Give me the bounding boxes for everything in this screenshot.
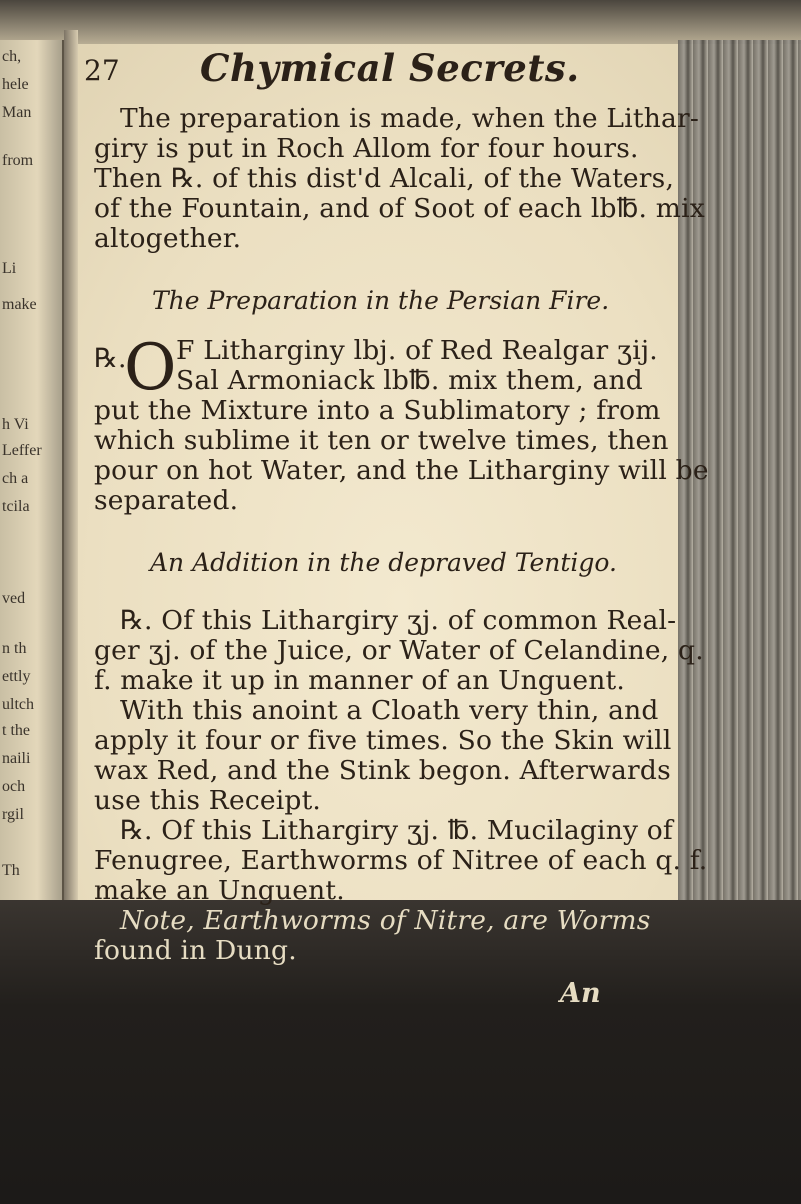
drop-initial: O [124, 331, 177, 405]
text-line: ℞. Of this Lithargiry ʒj. ℔. Mucilaginy of [120, 815, 673, 846]
text-line: put the Mixture into a Sublimatory ; from [94, 395, 661, 426]
text-line: pour on hot Water, and the Litharginy will be [94, 455, 709, 486]
text-line: giry is put in Roch Allom for four hours. [94, 133, 639, 164]
section-heading: The Preparation in the Persian Fire. [152, 286, 610, 315]
text-line: separated. [94, 485, 239, 516]
top-shadow [0, 0, 801, 44]
text-line: of the Fountain, and of Soot of each lb℔. mix [94, 193, 705, 224]
text-line: make an Unguent. [94, 875, 345, 906]
text-line: F Litharginy lbj. of Red Realgar ʒij. [176, 335, 658, 366]
text-line: Sal Armoniack lb℔. mix them, and [176, 365, 643, 396]
facing-page-strip [0, 40, 65, 900]
facing-page-fragment: h Vi [2, 416, 29, 433]
facing-page-fragment: ettly [2, 668, 31, 685]
facing-page-fragment: t the [2, 722, 30, 739]
text-line: altogether. [94, 223, 242, 254]
text-line: Fenugree, Earthworms of Nitree of each q. f. [94, 845, 708, 876]
book-gutter [64, 30, 78, 910]
text-line: Then ℞. of this dist'd Alcali, of the Waters, [94, 163, 675, 194]
facing-page-fragment: from [2, 152, 34, 169]
text-line: ger ʒj. of the Juice, or Water of Celandine, q. [94, 635, 704, 666]
facing-page-fragment: ultch [2, 696, 34, 713]
text-line: The preparation is made, when the Lithar- [120, 103, 700, 134]
facing-page-fragment: ch, [2, 48, 22, 65]
catchword: An [560, 978, 601, 1009]
text-line: f. make it up in manner of an Unguent. [94, 665, 625, 696]
facing-page-fragment: n th [2, 640, 27, 657]
facing-page-fragment: och [2, 778, 26, 795]
page-number: 27 [84, 54, 120, 87]
text-line-note: Note, Earthworms of Nitre, are Worms [120, 905, 651, 936]
facing-page-fragment: hele [2, 76, 29, 93]
facing-page-fragment: Man [2, 104, 32, 121]
text-line: With this anoint a Cloath very thin, and [120, 695, 659, 726]
text-line: found in Dung. [94, 935, 297, 966]
facing-page-fragment: Th [2, 862, 20, 879]
text-line: which sublime it ten or twelve times, then [94, 425, 669, 456]
text-line: apply it four or five times. So the Skin will [94, 725, 672, 756]
facing-page-fragment: ch a [2, 470, 29, 487]
facing-page-fragment: Li [2, 260, 17, 277]
text-line: use this Receipt. [94, 785, 322, 816]
facing-page-fragment: ved [2, 590, 26, 607]
book-page [80, 40, 709, 906]
running-head: Chymical Secrets. [200, 46, 580, 90]
section-heading: An Addition in the depraved Tentigo. [150, 548, 617, 577]
facing-page-fragment: rgil [2, 806, 24, 823]
facing-page-fragment: tcila [2, 498, 30, 515]
facing-page-fragment: make [2, 296, 37, 313]
facing-page-fragment: Leffer [2, 442, 42, 459]
recipe-symbol: ℞. [94, 343, 127, 374]
text-line: ℞. Of this Lithargiry ʒj. of common Real- [120, 605, 677, 636]
facing-page-fragment: naili [2, 750, 31, 767]
text-line: wax Red, and the Stink begon. Afterwards [94, 755, 671, 786]
